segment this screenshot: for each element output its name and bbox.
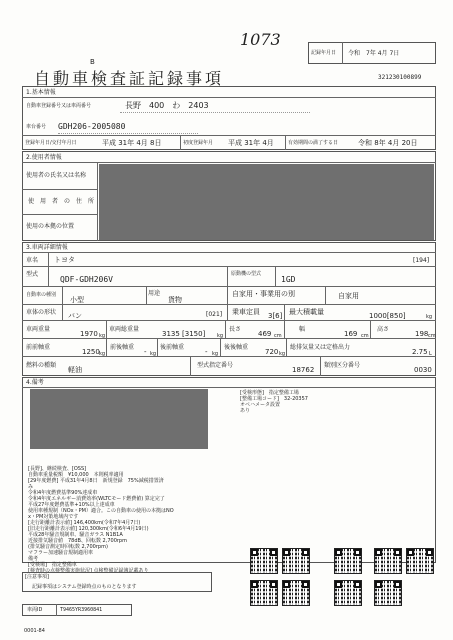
remark-line: 使用車種規制（NOx・PM）適合。この自動車の使用の本拠はNO [28, 508, 174, 514]
expiry-label: 有効期間の満了する日 [288, 140, 339, 146]
private-label: 自家用・事業用の別 [232, 290, 295, 298]
vehicle-type-value: 小型 [70, 296, 84, 304]
letter-mark: B [90, 58, 95, 66]
designation-value: 18762 [292, 366, 315, 374]
qr-code-icon [374, 548, 402, 574]
remarks-right [240, 390, 308, 414]
remark-line: [受検場] 指定整備車 [28, 562, 77, 568]
remark-line: 平成27年度燃費基準+10%以上達成車 [28, 502, 115, 508]
length-label: 長さ [229, 326, 242, 333]
chassis-label: 車台番号 [26, 124, 47, 130]
rear-axle-unit: kg [279, 351, 286, 357]
use-label: 用途 [148, 290, 161, 297]
first-use-label: 初度登録年月 [183, 140, 214, 146]
maker-code: [194] [413, 257, 430, 264]
remark-line: x・PM対策地域内です [28, 514, 79, 520]
displacement-unit: L [429, 351, 432, 357]
remark-line: [長野]、継続検査、[OSS] [28, 466, 87, 472]
displacement-label: 総排気量又は定格出力 [290, 344, 351, 351]
height-value: 198 [415, 330, 429, 338]
remark-line: [検査時の点検整備実施状況] 点検整備記録簿記載あり [28, 568, 149, 574]
remark-line: オペハメータ設置 [240, 402, 281, 408]
gross-weight-label: 車両総重量 [109, 326, 140, 333]
user-address-label: 使 用 者 の 住 所 [28, 198, 95, 205]
document-number: 321230100899 [378, 74, 422, 81]
rear-front-axle-unit: kg [212, 351, 219, 357]
remark-line: 自動車重量税額 ¥10,000 本則税率適用 [28, 472, 124, 478]
remark-line: み [28, 484, 34, 490]
displacement-value: 2.75 [412, 348, 428, 356]
front-axle-value: 1250 [82, 348, 100, 356]
qr-code-icon [374, 580, 402, 606]
section2-heading: 2.使用者情報 [26, 154, 62, 161]
capacity-value: 3[6] [268, 312, 283, 320]
remark-line: 令和4年度エネルギー消費効率(WLTCモード燃費値) 算定完了 [28, 496, 165, 502]
private-value: 自家用 [338, 292, 359, 300]
notice-heading: [注意事項] [25, 574, 49, 580]
body-shape-label: 車体の形状 [26, 309, 57, 316]
remark-line: [29年度燃費] 平成31年4月8日 新規登録 75%減税措置済 [28, 478, 164, 484]
record-date-value: 令和 7年 4月 7日 [348, 50, 400, 57]
remark-line: 備考 [28, 556, 39, 562]
width-unit: cm [361, 333, 369, 339]
section1-heading: 1.基本情報 [26, 89, 56, 96]
user-name-label: 使用者の氏名又は名称 [26, 172, 87, 179]
rear-axle-value: 720 [265, 348, 279, 356]
front-axle-label: 前前軸重 [26, 344, 51, 351]
remark-line: あり [240, 408, 251, 414]
reg-number-label: 自動車登録番号又は車両番号 [26, 103, 92, 109]
front-rear-axle-unit: kg [150, 351, 157, 357]
qr-code-icon [250, 548, 278, 574]
notice-text: 記録事項はシステム登録時点のものとなります [32, 584, 137, 590]
qr-code-icon [282, 548, 310, 574]
weight-label: 車両重量 [26, 326, 51, 333]
engine-value: 1GD [281, 275, 296, 284]
fuel-label: 燃料の種類 [26, 362, 57, 369]
first-reg-label: 登録年月日/交付年月日 [25, 140, 77, 146]
expiry-value: 令和 8年 4月 20日 [358, 139, 418, 147]
gross-weight-value: 3135 [3150] [162, 330, 206, 338]
front-rear-axle-value: - [144, 348, 147, 356]
redacted-user-info [99, 164, 434, 240]
front-axle-unit: kg [99, 351, 106, 357]
vehicle-type-label: 自動車の種別 [26, 292, 57, 298]
rear-front-axle-label: 後前軸重 [160, 344, 185, 351]
model-label: 型式 [26, 271, 39, 278]
length-value: 469 [258, 330, 272, 338]
length-unit: cm [274, 333, 282, 339]
section3-heading: 3.車両詳細情報 [26, 244, 68, 251]
use-value: 貨物 [168, 296, 182, 304]
model-value: QDF-GDH206V [60, 275, 113, 284]
maker-label: 車名 [26, 257, 39, 264]
remark-line: [受検形態] 指定整備工場 [240, 390, 299, 396]
vehicle-id-label: 車両ID [27, 607, 43, 613]
gross-weight-unit: kg [217, 333, 224, 339]
section4-heading: 4.備考 [26, 379, 44, 386]
qr-code-icon [250, 580, 278, 606]
front-rear-axle-label: 前後軸重 [110, 344, 135, 351]
remark-line: [走行距離計表示値] 146,400km(令和7年4月7日) [28, 520, 141, 526]
rear-axle-label: 後後軸重 [224, 344, 249, 351]
remark-line: (排気騒音測定時回転数 2,700rpm) [28, 544, 108, 550]
capacity-label: 乗車定員 [232, 308, 260, 316]
first-use-value: 平成 31年 4月 [228, 139, 274, 147]
height-unit: cm [428, 333, 436, 339]
max-load-unit: kg [426, 314, 433, 320]
width-label: 幅 [299, 326, 306, 333]
body-shape-code: [021] [206, 311, 223, 318]
handwritten-number: 1073 [240, 30, 281, 49]
fuel-value: 軽油 [68, 366, 82, 374]
width-value: 169 [344, 330, 358, 338]
remark-line: [整備工場コード] 32-20357 [240, 396, 308, 402]
weight-unit: kg [99, 333, 106, 339]
record-date-label: 記録年月日 [311, 50, 337, 56]
max-load-label: 最大積載量 [289, 308, 324, 316]
rear-front-axle-value: - [205, 348, 208, 356]
max-load-value: 1000[850] [369, 312, 406, 320]
reg-number-value: 長野 400 わ 2403 [125, 101, 209, 110]
qr-code-icon [406, 548, 434, 574]
weight-value: 1970 [80, 330, 98, 338]
qr-code-icon [334, 548, 362, 574]
redacted-remarks [30, 389, 208, 449]
qr-code-icon [334, 580, 362, 606]
document-title: 自動車検査証記録事項 [34, 69, 225, 88]
remarks-left [28, 466, 174, 574]
form-code: 0001-84 [24, 628, 45, 634]
remark-line: 令和4年度燃費基準90%達成車 [28, 490, 98, 496]
maker-value: トヨタ [54, 256, 75, 264]
category-label: 類別区分番号 [324, 362, 361, 369]
qr-code-icon [282, 580, 310, 606]
height-label: 高さ [377, 326, 390, 333]
remark-line: 近接排気騒音値 78dB、回転数 2,700rpm [28, 538, 127, 544]
chassis-value: GDH206-2005080 [58, 122, 126, 131]
body-shape-value: バン [68, 312, 82, 320]
remark-line: [旧走行距離計表示値] 120,300km(令和6年4月19日) [28, 526, 149, 532]
vehicle-id-value: T9465YR3960841 [60, 607, 103, 613]
category-value: 0030 [414, 366, 432, 374]
first-reg-value: 平成 31年 4月 8日 [102, 139, 162, 147]
designation-label: 型式指定番号 [197, 362, 234, 369]
remark-line: 平成28年騒音規制車、騒音ガラス N1B1A [28, 532, 123, 538]
engine-label: 原動機の型式 [231, 271, 262, 277]
base-location-label: 使用の本拠の位置 [26, 223, 75, 230]
remark-line: マフラー加速騒音規制適用車 [28, 550, 94, 556]
